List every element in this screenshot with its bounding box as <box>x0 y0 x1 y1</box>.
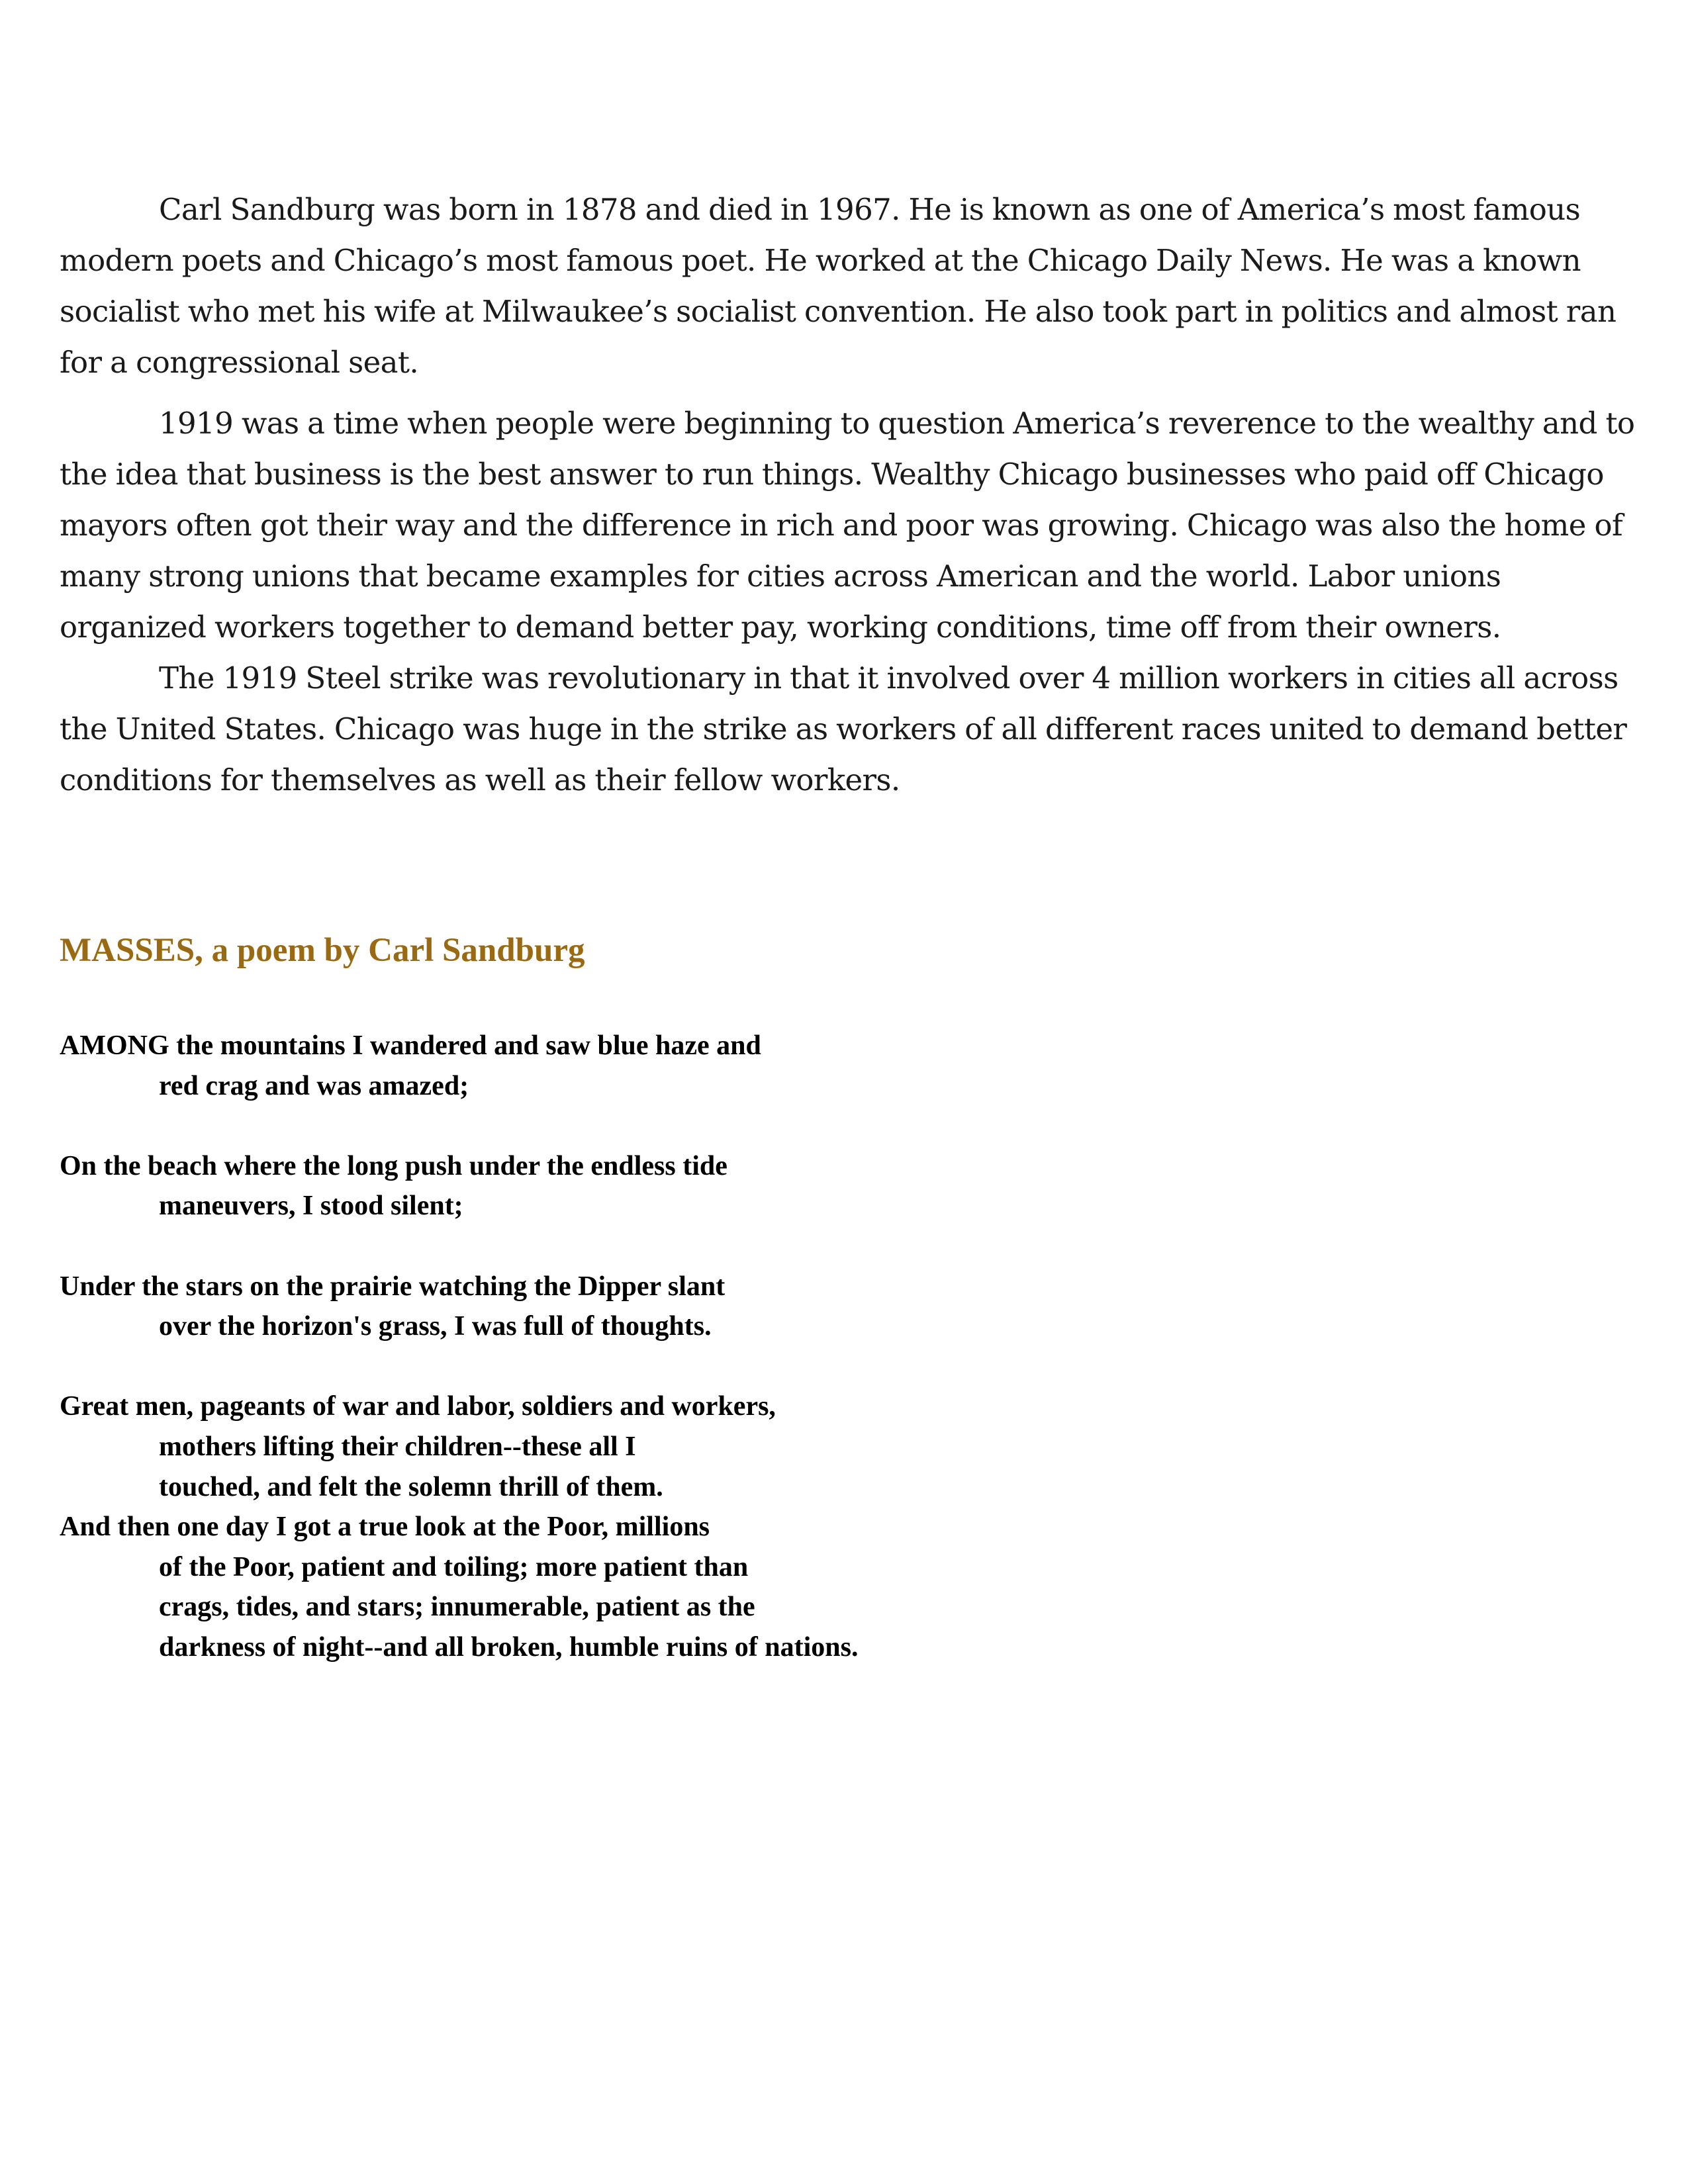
stanza-divider <box>60 1347 1119 1387</box>
poem-line: Great men, pageants of war and labor, soldiers and workers, <box>60 1391 776 1422</box>
intro-paragraph-1: Carl Sandburg was born in 1878 and died in 1967. He is known as one of America’s most famous modern poets and Chicago’s most famous poet. He worked at the Chicago Daily News. He was a known socialist who met his wife at Milwaukee’s socialist convention. He also took part in politics and almost ran for a congressional seat. <box>60 192 1617 380</box>
stanza-divider <box>60 1226 1119 1267</box>
poem-line: crags, tides, and stars; innumerable, patient as the <box>159 1592 755 1623</box>
poem-line: red crag and was amazed; <box>159 1070 469 1101</box>
poem-line: of the Poor, patient and toiling; more patient than <box>159 1551 749 1582</box>
intro-paragraph-3: The 1919 Steel strike was revolutionary in that it involved over 4 million workers in cities all across the United States. Chicago was huge in the strike as workers of all different races united to demand better conditions for themselves as well as their fellow workers. <box>60 660 1627 797</box>
poem-line: On the beach where the long push under the endless tide <box>60 1150 727 1181</box>
poem-line: AMONG the mountains I wandered and saw blue haze and <box>60 1030 761 1061</box>
intro-paragraph-2: 1919 was a time when people were beginning to question America’s reverence to the wealthy and to the idea that business is the best answer to run things. Wealthy Chicago businesses who paid off Chicago mayors often got their way and the difference in rich and poor was growing. Chicago was also the home of many strong unions that became examples for cities across American and the world. Labor unions organized workers together to demand better pay, working conditions, time off from their owners. <box>60 406 1635 645</box>
poem-line: darkness of night--and all broken, humble ruins of nations. <box>159 1631 859 1662</box>
poem-title: MASSES, a poem by Carl Sandburg <box>60 932 585 969</box>
poem-line: maneuvers, I stood silent; <box>159 1191 463 1222</box>
stanza-divider <box>60 1106 1119 1146</box>
poem-line: mothers lifting their children--these all I <box>159 1431 636 1462</box>
intro-section <box>60 184 1635 805</box>
poem-line: And then one day I got a true look at the Poor, millions <box>60 1512 710 1543</box>
poem-line: over the horizon's grass, I was full of thoughts. <box>159 1311 712 1342</box>
poem-body <box>60 1026 1119 1668</box>
poem-line: Under the stars on the prairie watching the Dipper slant <box>60 1271 726 1302</box>
poem-line: touched, and felt the solemn thrill of them. <box>159 1471 663 1502</box>
